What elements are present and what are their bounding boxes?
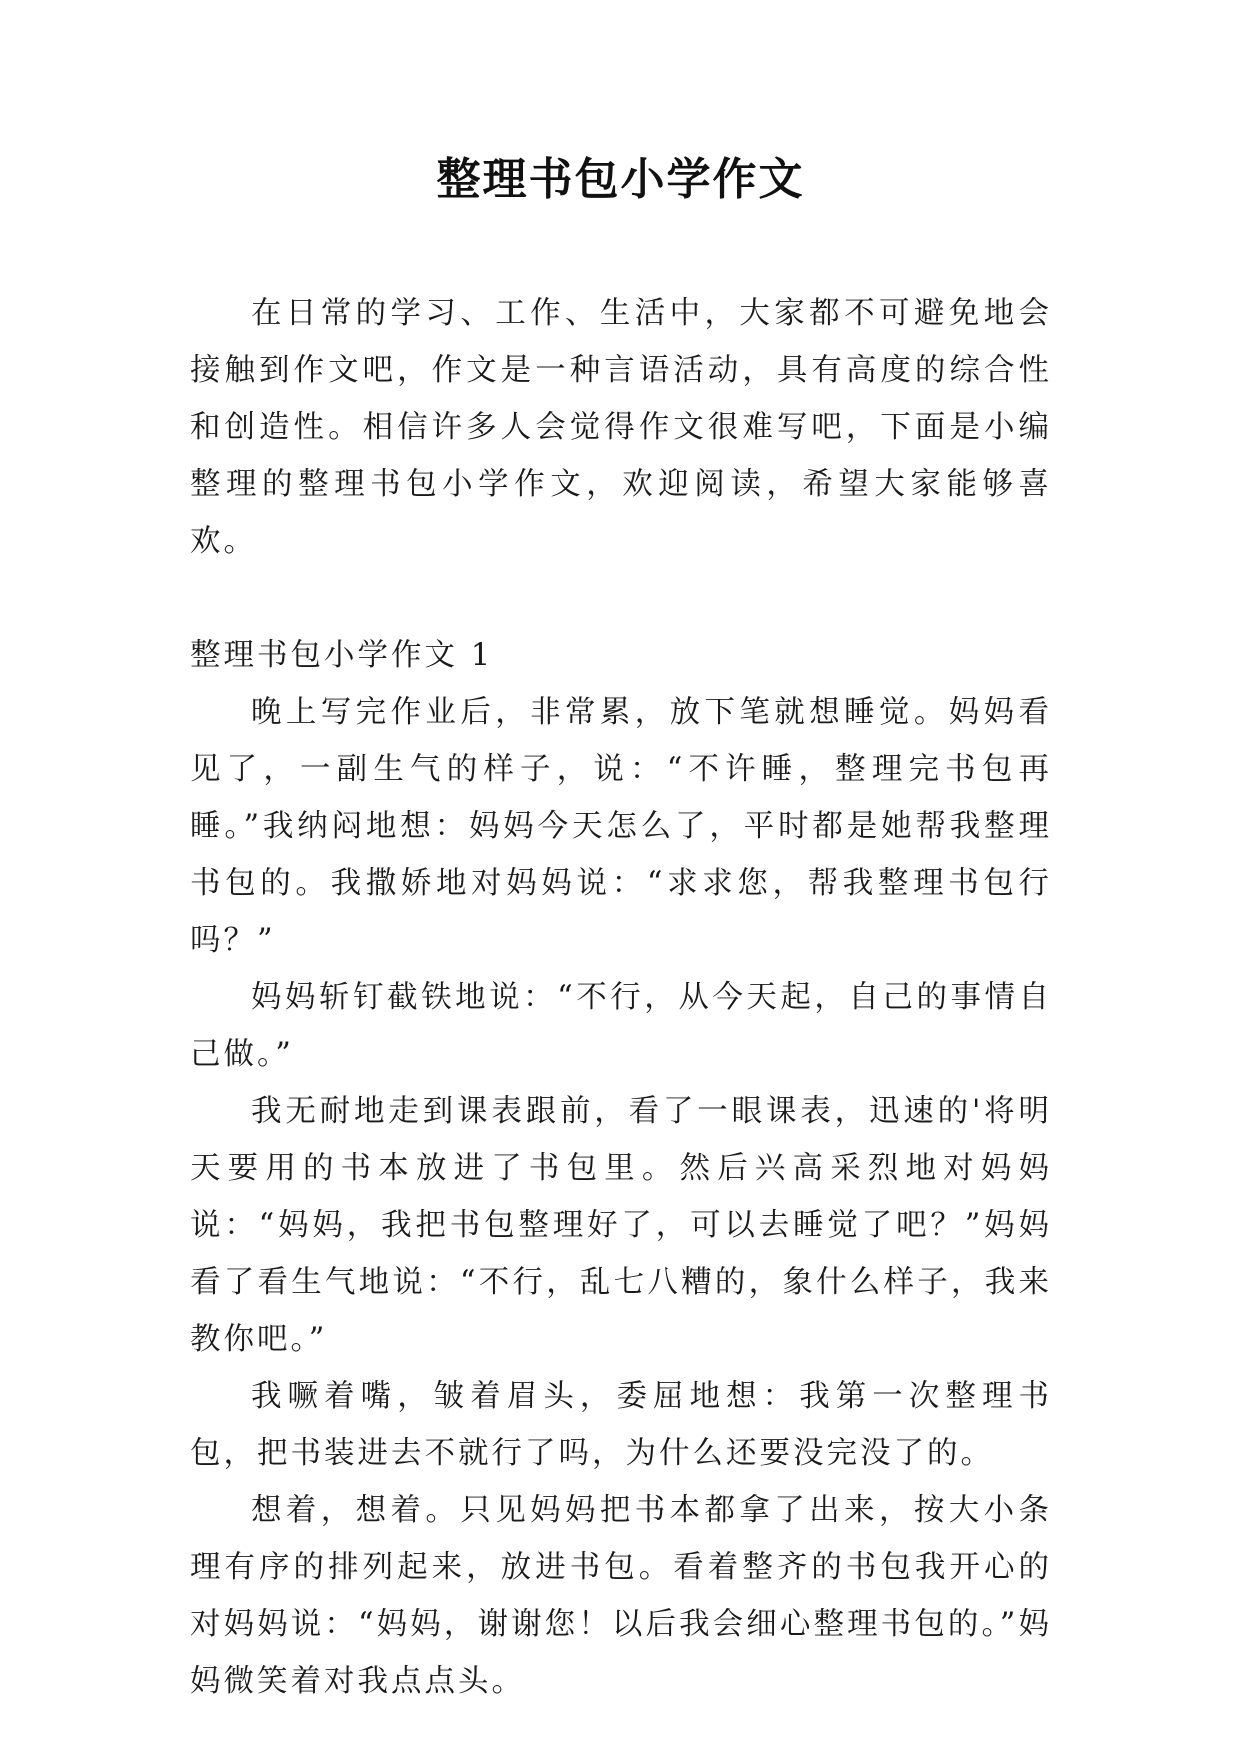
document-title: 整理书包小学作文	[436, 154, 805, 205]
body-paragraph: 想着，想着。只见妈妈把书本都拿了出来，按大小条理有序的排列起来，放进书包。看着整齐的书包我开心的对妈妈说：“妈妈，谢谢您！以后我会细心整理书包的。”妈妈微笑着对我点点头。	[190, 1493, 1052, 1699]
intro-paragraph: 在日常的学习、工作、生活中，大家都不可避免地会接触到作文吧，作文是一种言语活动，具有高度的综合性和创造性。相信许多人会觉得作文很难写吧，下面是小编整理的整理书包小学作文，欢迎阅读，希望大家能够喜欢。	[190, 296, 1052, 559]
body-paragraph: 我无耐地走到课表跟前，看了一眼课表，迅速的'将明天要用的书本放进了书包里。然后兴高采烈地对妈妈说：“妈妈，我把书包整理好了，可以去睡觉了吧？”妈妈看了看生气地说：“不行，乱七八糟的，象什么样子，我来教你吧。”	[190, 1094, 1052, 1357]
body-paragraph: 妈妈斩钉截铁地说：“不行，从今天起，自己的事情自己做。”	[190, 980, 1052, 1072]
body-paragraph: 晚上写完作业后，非常累，放下笔就想睡觉。妈妈看见了，一副生气的样子，说：“不许睡，整理完书包再睡。”我纳闷地想：妈妈今天怎么了，平时都是她帮我整理书包的。我撒娇地对妈妈说：“求求您，帮我整理书包行吗？”	[190, 695, 1052, 958]
document-body	[190, 285, 1052, 1710]
section-heading: 整理书包小学作文 1	[190, 638, 494, 673]
body-paragraph: 我噘着嘴，皱着眉头，委屈地想：我第一次整理书包，把书装进去不就行了吗，为什么还要没完没了的。	[190, 1379, 1052, 1471]
